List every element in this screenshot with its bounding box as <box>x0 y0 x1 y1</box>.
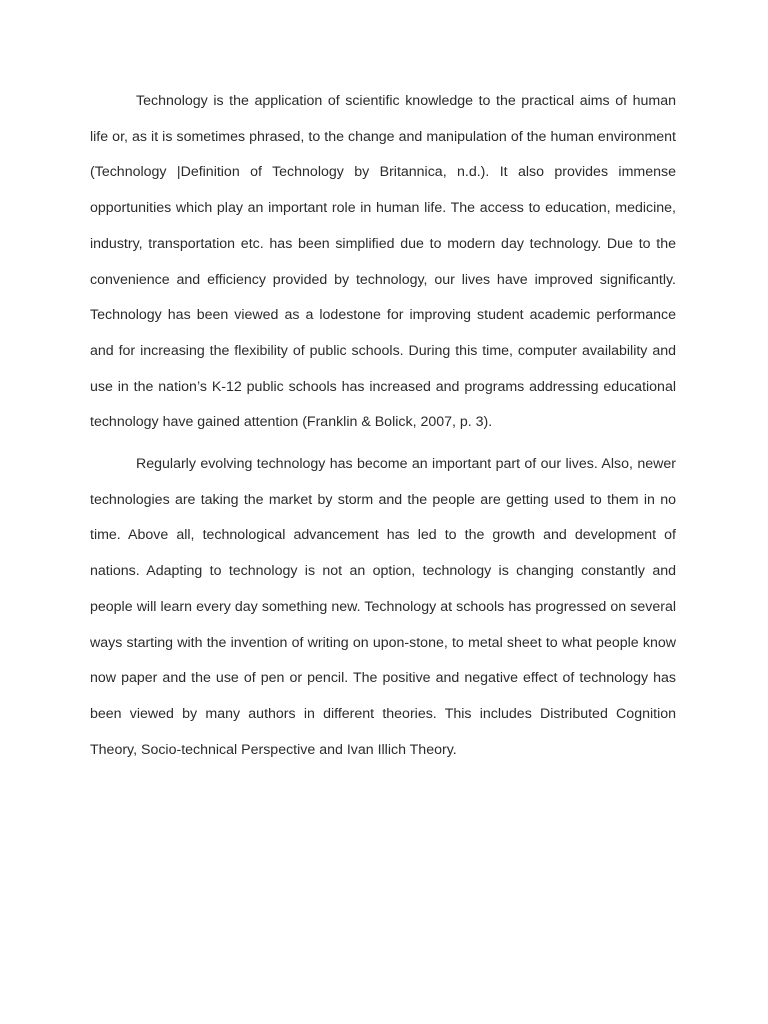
paragraph-1: Technology is the application of scientific knowledge to the practical aims of human life or, as it is sometimes phrased, to the change and manipulation of the human environment (Technology |Definition of Technology by Britannica, n.d.). It also provides immense opportunities which play an important role in human life. The access to education, medicine, industry, transportation etc. has been simplified due to modern day technology. Due to the convenience and efficiency provided by technology, our lives have improved significantly. Technology has been viewed as a lodestone for improving student academic performance and for increasing the flexibility of public schools. During this time, computer availability and use in the nation’s K-12 public schools has increased and programs addressing educational technology have gained attention (Franklin & Bolick, 2007, p. 3). <box>90 93 676 431</box>
paragraph-2: Regularly evolving technology has become an important part of our lives. Also, newer technologies are taking the market by storm and the people are getting used to them in no time. Above all, technological advancement has led to the growth and development of nations. Adapting to technology is not an option, technology is changing constantly and people will learn every day something new. Technology at schools has progressed on several ways starting with the invention of writing on upon-stone, to metal sheet to what people know now paper and the use of pen or pencil. The positive and negative effect of technology has been viewed by many authors in different theories. This includes Distributed Cognition Theory, Socio-technical Perspective and Ivan Illich Theory. <box>90 456 676 758</box>
document-body <box>90 84 676 774</box>
